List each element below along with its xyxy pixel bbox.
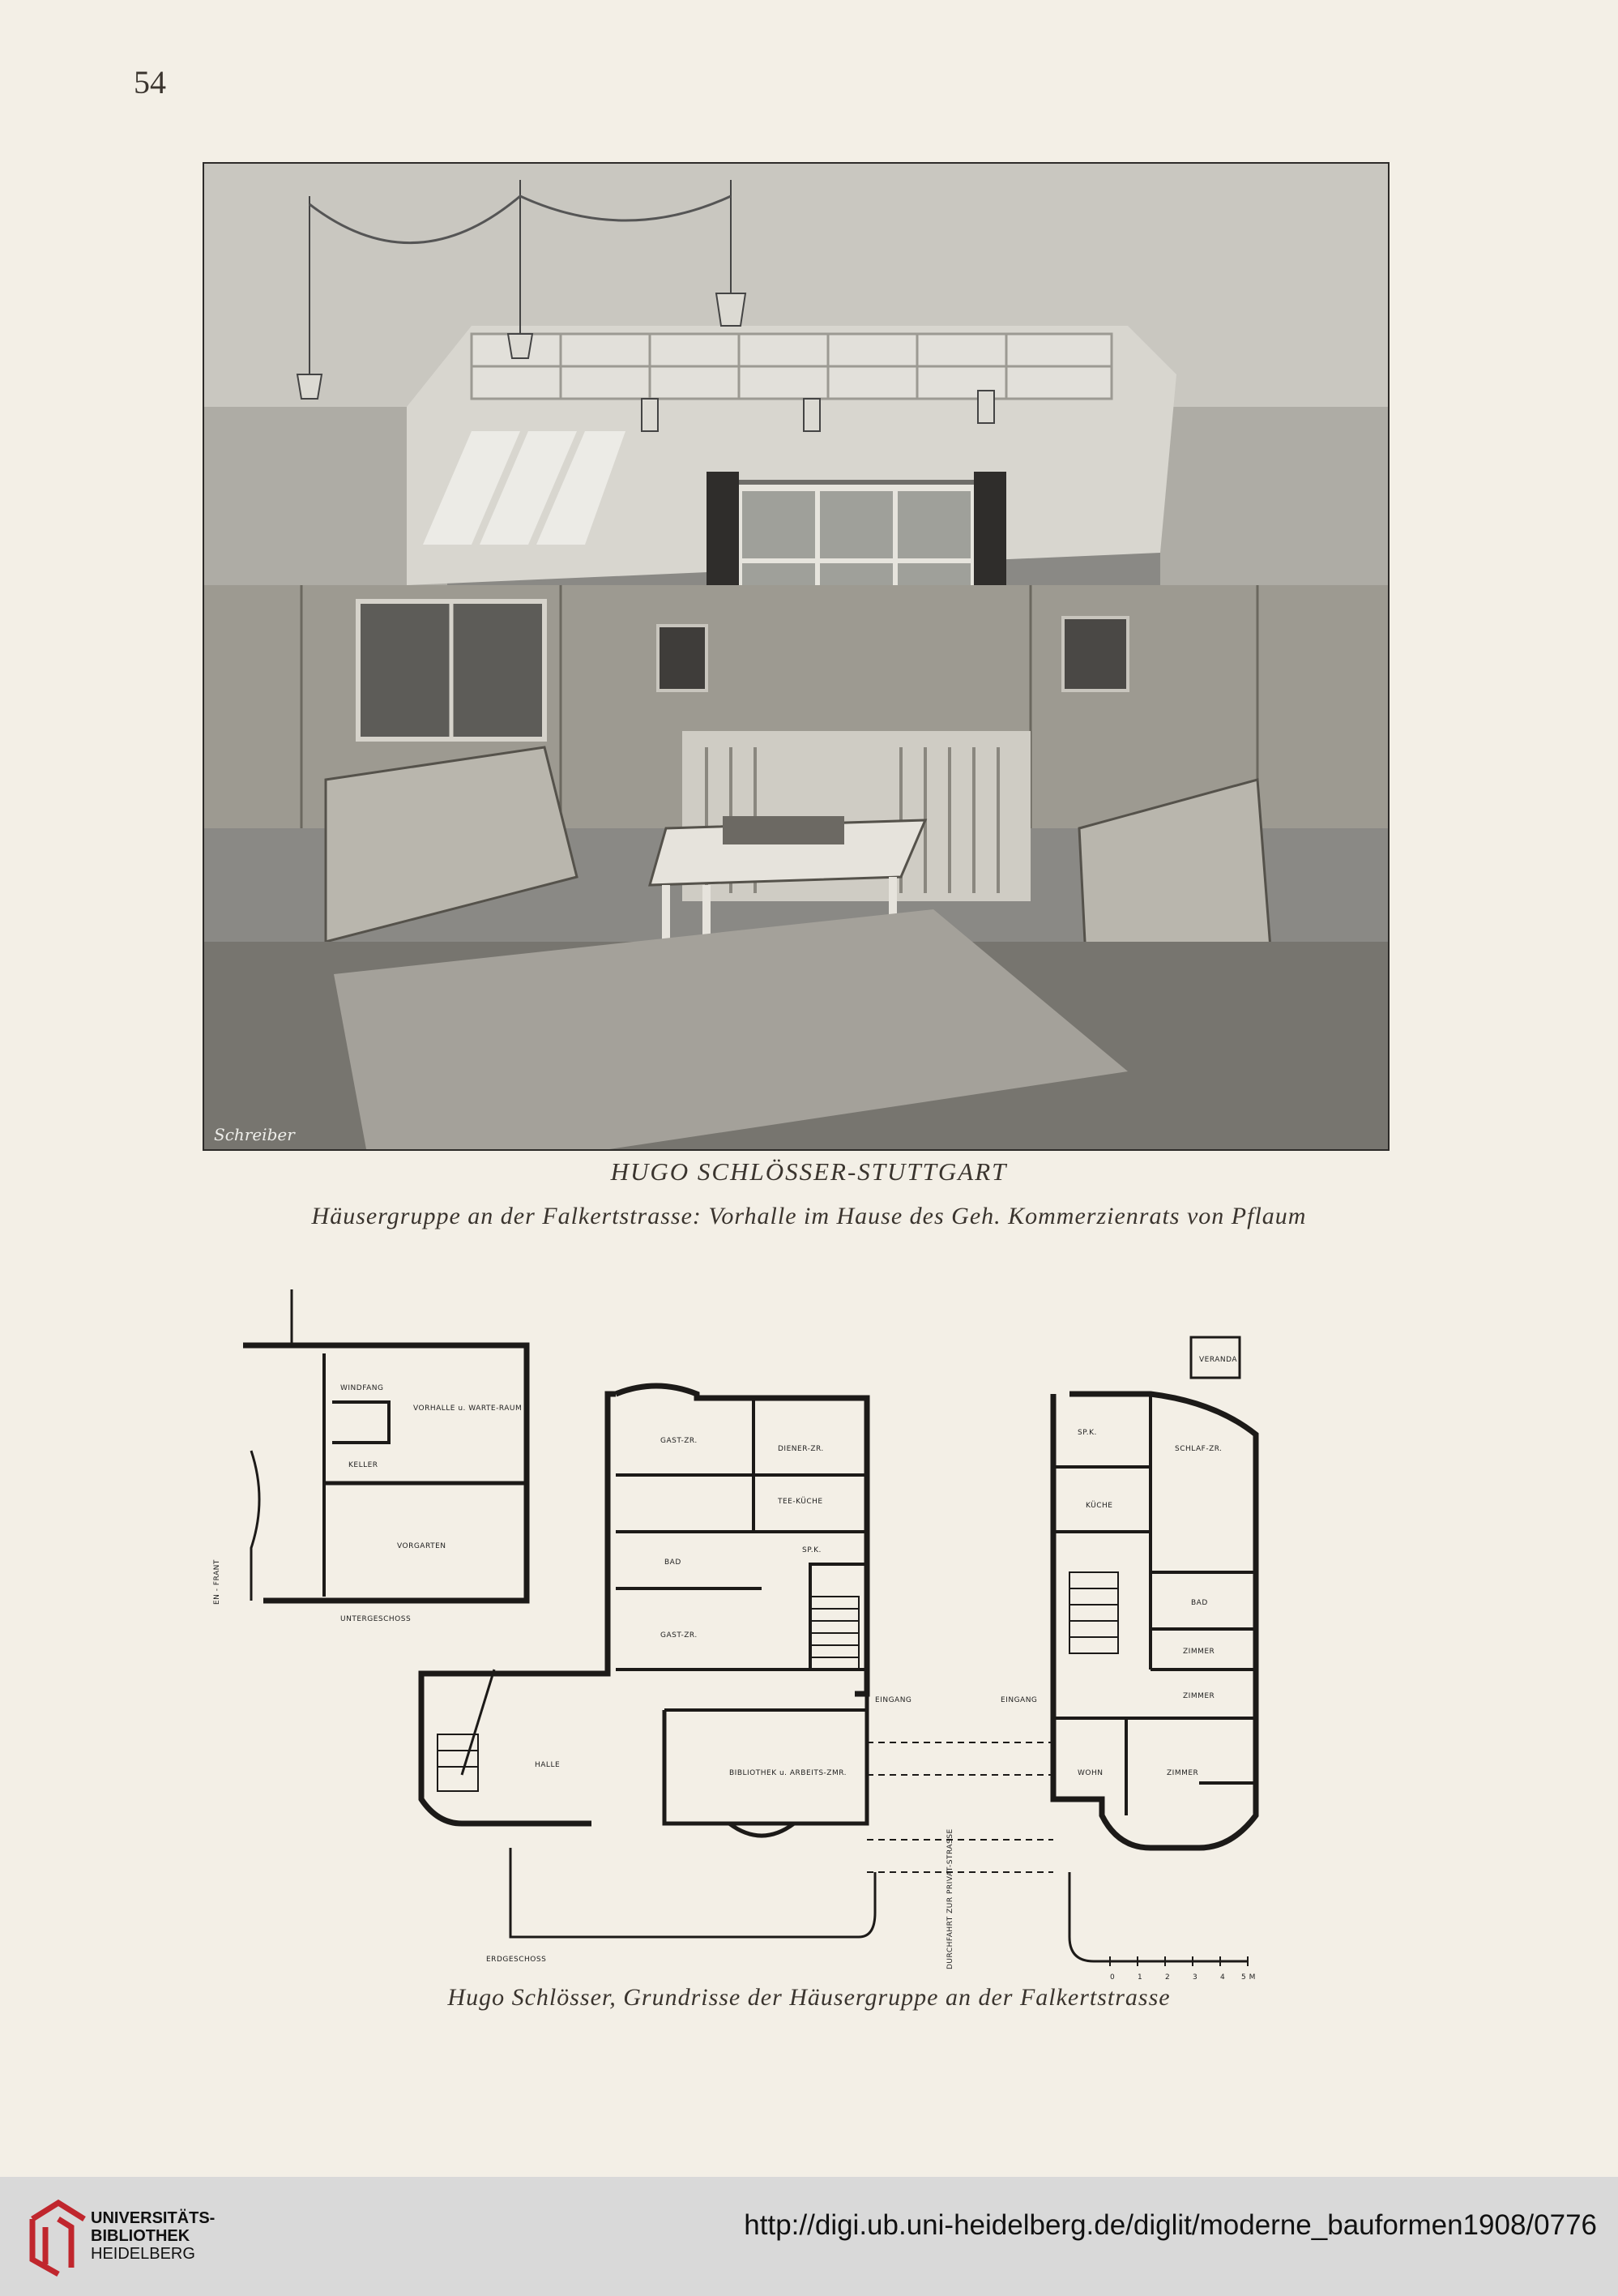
level-label: UNTERGESCHOSS bbox=[340, 1615, 412, 1623]
photo-caption-title: HUGO SCHLÖSSER-STUTTGART bbox=[610, 1157, 1008, 1186]
interior-photograph bbox=[203, 162, 1390, 1151]
room-label: ZIMMER bbox=[1167, 1769, 1199, 1777]
room-label: VERANDA bbox=[1199, 1356, 1238, 1364]
library-name-line: UNIVERSITÄTS- bbox=[91, 2209, 216, 2227]
floor-plans bbox=[194, 1289, 1296, 1986]
passage-label: DURCHFAHRT ZUR PRIVAT-STRASSE bbox=[946, 1828, 954, 1969]
footer-bar bbox=[0, 2177, 1618, 2296]
room-label: SP.K. bbox=[802, 1546, 822, 1554]
source-url-link[interactable]: http://digi.ub.uni-heidelberg.de/diglit/moderne_bauformen1908/0776 bbox=[744, 2209, 1597, 2241]
scale-tick: 5 M bbox=[1241, 1973, 1256, 1982]
room-label: HALLE bbox=[535, 1761, 561, 1769]
side-label: EN - FRANT bbox=[213, 1559, 221, 1605]
room-label: WINDFANG bbox=[340, 1384, 384, 1392]
room-label: EINGANG bbox=[875, 1696, 912, 1704]
vorhalle-photo-illustration bbox=[204, 164, 1388, 1149]
photographer-signature: Schreiber bbox=[214, 1125, 295, 1144]
room-label: BIBLIOTHEK u. ARBEITS-ZMR. bbox=[729, 1769, 847, 1777]
room-label: GAST-ZR. bbox=[660, 1437, 698, 1445]
scale-tick: 2 bbox=[1165, 1973, 1171, 1982]
floor-plans-drawing bbox=[194, 1289, 1296, 1986]
library-logo-icon bbox=[18, 2195, 102, 2279]
room-label: SP.K. bbox=[1078, 1429, 1097, 1437]
room-label: KELLER bbox=[348, 1461, 378, 1469]
room-label: BAD bbox=[664, 1558, 681, 1567]
library-name-line: BIBLIOTHEK bbox=[91, 2227, 190, 2245]
room-label: WOHN bbox=[1078, 1769, 1104, 1777]
plans-caption: Hugo Schlösser, Grundrisse der Häusergruppe an der Falkertstrasse bbox=[447, 1984, 1171, 2011]
room-label: VORHALLE u. WARTE-RAUM bbox=[413, 1405, 523, 1413]
room-label: EINGANG bbox=[1001, 1696, 1038, 1704]
page-number: 54 bbox=[134, 64, 166, 100]
room-label: VORGARTEN bbox=[397, 1542, 446, 1550]
room-label: SCHLAF-ZR. bbox=[1175, 1445, 1223, 1453]
room-label: ZIMMER bbox=[1183, 1692, 1215, 1700]
scale-tick: 3 bbox=[1193, 1973, 1198, 1982]
photo-caption-subtitle: Häusergruppe an der Falkertstrasse: Vorhalle im Hause des Geh. Kommerzienrats von Pflaum bbox=[311, 1203, 1307, 1229]
room-label: KÜCHE bbox=[1086, 1502, 1113, 1510]
room-label: BAD bbox=[1191, 1599, 1208, 1607]
scale-tick: 4 bbox=[1220, 1973, 1226, 1982]
room-label: TEE-KÜCHE bbox=[778, 1498, 823, 1506]
room-label: GAST-ZR. bbox=[660, 1631, 698, 1640]
room-label: DIENER-ZR. bbox=[778, 1445, 824, 1453]
scale-tick: 1 bbox=[1138, 1973, 1143, 1982]
room-label: ZIMMER bbox=[1183, 1648, 1215, 1656]
scale-tick: 0 bbox=[1110, 1973, 1116, 1982]
library-name-line: HEIDELBERG bbox=[91, 2245, 195, 2263]
level-label: ERDGESCHOSS bbox=[486, 1956, 547, 1964]
library-name bbox=[91, 2209, 215, 2263]
